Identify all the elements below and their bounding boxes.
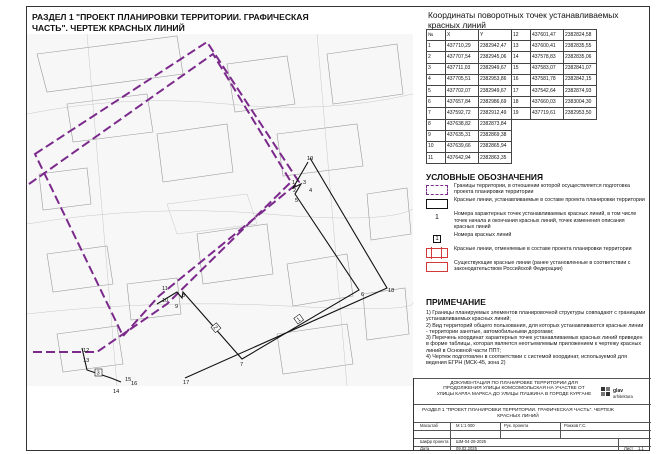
x-coordinate-cell: 437583,07	[531, 63, 564, 74]
x-coordinate-cell: 437710,29	[446, 41, 479, 52]
line-number-1: 1	[295, 316, 303, 324]
scale-value: М 1:1 000	[456, 423, 475, 428]
x-coordinate-cell: 437601,47	[531, 30, 564, 41]
x-coordinate-cell: 437711,03	[446, 63, 479, 74]
y-coordinate-cell: 2382865,94	[479, 141, 512, 152]
table-row	[427, 108, 512, 119]
point-number-cell: 16	[512, 74, 531, 85]
y-coordinate-cell: 2382873,84	[479, 119, 512, 130]
x-coordinate-cell: 437705,51	[446, 74, 479, 85]
y-coordinate-cell: 2382949,67	[479, 63, 512, 74]
legend-item-label: Красные линии, отменяемые в составе проекта планировки территории	[454, 246, 632, 253]
x-coordinate-cell: 437635,31	[446, 130, 479, 141]
header-y: Y	[479, 30, 512, 41]
point-label-6: 6	[361, 292, 365, 298]
point-label-7: 7	[240, 362, 244, 368]
table-row	[427, 141, 512, 152]
line-number-box-icon: 1	[433, 235, 441, 243]
point-number-cell: 12	[512, 30, 531, 41]
line-number-3: 3	[96, 370, 100, 377]
point-number-cell: 17	[512, 85, 531, 96]
point-number-cell: 8	[427, 119, 446, 130]
y-coordinate-cell: 2382824,58	[564, 30, 597, 41]
point-label-17: 17	[183, 380, 190, 386]
y-coordinate-cell: 2382835,06	[564, 52, 597, 63]
y-coordinate-cell: 2382842,15	[564, 74, 597, 85]
table-row	[427, 85, 512, 96]
point-number-cell: 1	[427, 41, 446, 52]
point-label-15: 15	[125, 377, 132, 383]
header-number: №	[427, 30, 446, 41]
dashed-purple-swatch-icon	[426, 185, 448, 195]
point-label-13: 13	[83, 358, 90, 364]
author-name: Рожков Г.С.	[564, 423, 587, 428]
note-item: 3) Перечень координат характерных точек устанавливаемых красных линий приведен в форме таблицы, которая является неотъемлемым приложением к чертежу красных линий в Основной части ППТ;	[426, 335, 643, 354]
x-coordinate-cell: 437638,82	[446, 119, 479, 130]
table-row	[427, 63, 512, 74]
notes	[426, 310, 646, 367]
table-row	[427, 97, 512, 108]
point-number-cell: 18	[512, 97, 531, 108]
point-number-cell: 2	[427, 52, 446, 63]
notes-title: ПРИМЕЧАНИЕ	[426, 297, 486, 307]
x-coordinate-cell: 437592,72	[446, 108, 479, 119]
table-row	[512, 52, 597, 63]
point-number-cell: 10	[427, 141, 446, 152]
legend-item-label: Номера красных линий	[454, 232, 512, 239]
point-number-cell: 11	[427, 153, 446, 164]
legend-item	[426, 197, 646, 209]
y-coordinate-cell: 2382869,38	[479, 130, 512, 141]
solid-black-line-swatch-icon	[426, 199, 448, 209]
page-title: РАЗДЕЛ 1 "ПРОЕКТ ПЛАНИРОВКИ ТЕРРИТОРИИ. ГРАФИЧЕСКАЯ ЧАСТЬ". ЧЕРТЕЖ КРАСНЫХ ЛИНИЙ	[32, 12, 309, 33]
y-coordinate-cell: 2382953,50	[564, 108, 597, 119]
point-label-1: 1	[292, 180, 296, 186]
point-label-14: 14	[113, 389, 120, 395]
x-coordinate-cell: 437600,41	[531, 41, 564, 52]
point-number-cell: 14	[512, 52, 531, 63]
legend-item-label: Номера характерных точек устанавливаемых красных линий, в том числе точек начала и окончания красных линий, точек изменения описания красных линий	[454, 211, 637, 230]
legend	[426, 183, 646, 274]
existing-red-line-swatch-icon	[426, 262, 448, 272]
point-label-19: 19	[307, 156, 314, 162]
point-label-8: 8	[182, 293, 186, 299]
site-plan-map	[27, 34, 413, 395]
legend-item	[426, 260, 646, 272]
point-number-swatch-icon: 1	[426, 213, 448, 223]
svg-text:arhitektura: arhitektura	[613, 394, 633, 399]
point-label-4: 4	[309, 188, 313, 194]
point-number-cell: 6	[427, 97, 446, 108]
table-header	[427, 30, 512, 41]
y-coordinate-cell: 2382949,67	[479, 85, 512, 96]
point-label-5: 5	[295, 198, 299, 204]
legend-item	[426, 211, 646, 230]
table-row	[427, 119, 512, 130]
y-coordinate-cell: 2382841,07	[564, 63, 597, 74]
x-coordinate-cell: 437702,07	[446, 85, 479, 96]
y-coordinate-cell: 2383004,30	[564, 97, 597, 108]
line-number-2: 2	[211, 324, 219, 332]
point-number-cell: 13	[512, 41, 531, 52]
point-number-cell: 19	[512, 108, 531, 119]
document-title: ДОКУМЕНТАЦИЯ ПО ПЛАНИРОВКЕ ТЕРРИТОРИИ ДЛЯ ПРОДОЛЖЕНИЯ УЛИЦЫ КОМСОМОЛЬСКАЯ НА УЧАСТКЕ ОТ УЛИЦЫ КАРЛА МАРКСА ДО УЛИЦЫ ПУШКИНА В ГОРОДЕ КУРГАНЕ	[436, 381, 592, 397]
y-coordinate-cell: 2382863,35	[479, 153, 512, 164]
sheet-title: РАЗДЕЛ 1 "ПРОЕКТ ПЛАНИРОВКИ ТЕРРИТОРИИ. ГРАФИЧЕСКАЯ ЧАСТЬ". ЧЕРТЕЖ КРАСНЫХ ЛИНИЙ	[422, 408, 614, 419]
point-label-18: 18	[388, 288, 395, 294]
table-row	[512, 30, 597, 41]
title-block	[413, 378, 651, 451]
table-row	[427, 52, 512, 63]
table-row	[427, 74, 512, 85]
point-label-16: 16	[131, 381, 138, 387]
x-coordinate-cell: 437719,61	[531, 108, 564, 119]
legend-item-label: Границы территории, в отношении которой осуществляется подготовка проекта планировки территории	[454, 183, 630, 196]
point-label-10: 10	[162, 298, 169, 304]
table-row	[512, 74, 597, 85]
coordinates-title: Координаты поворотных точек устанавливаемых красных линий	[428, 10, 619, 30]
site-plan-drawing	[27, 34, 413, 395]
svg-text:glav: glav	[613, 388, 624, 394]
point-number-cell: 9	[427, 130, 446, 141]
author-label: Рук. проекта	[504, 423, 529, 428]
y-coordinate-cell: 2382986,69	[479, 97, 512, 108]
x-coordinate-cell: 437542,64	[531, 85, 564, 96]
table-row	[512, 108, 597, 119]
coordinates-table-1	[426, 29, 512, 164]
sheet-value: 1.1	[638, 446, 644, 451]
table-row	[427, 153, 512, 164]
note-item: 4) Чертеж подготовлен в соответствии с системой координат, используемой для ведения ЕГРН (МСК-45, зона 2)	[426, 354, 627, 367]
point-number-cell: 15	[512, 63, 531, 74]
legend-item	[426, 183, 646, 195]
point-number-cell: 3	[427, 63, 446, 74]
legend-title: УСЛОВНЫЕ ОБОЗНАЧЕНИЯ	[426, 172, 543, 182]
line-number-swatch-icon	[426, 234, 448, 244]
table-row	[512, 41, 597, 52]
code-label: Шифр проекта	[420, 439, 449, 444]
company-logo	[600, 384, 648, 404]
table-row	[427, 130, 512, 141]
x-coordinate-cell: 437657,84	[446, 97, 479, 108]
coordinates-table-2	[511, 29, 597, 120]
table-row	[427, 41, 512, 52]
point-number-cell: 4	[427, 74, 446, 85]
y-coordinate-cell: 2382942,47	[479, 41, 512, 52]
x-coordinate-cell: 437639,66	[446, 141, 479, 152]
x-coordinate-cell: 437642,94	[446, 153, 479, 164]
point-label-9: 9	[175, 304, 179, 310]
note-item: 2) Вид территорий общего пользования, для которых устанавливаются красные линии - территории занятые, автомобильными дорогами;	[426, 322, 644, 335]
table-row	[512, 85, 597, 96]
point-label-3: 3	[303, 180, 307, 186]
x-coordinate-cell: 437581,78	[531, 74, 564, 85]
y-coordinate-cell: 2382912,49	[479, 108, 512, 119]
legend-item	[426, 246, 646, 258]
y-coordinate-cell: 2382953,86	[479, 74, 512, 85]
y-coordinate-cell: 2382945,06	[479, 52, 512, 63]
date-label: Дата	[420, 446, 430, 451]
legend-item-label: Красные линии, устанавливаемые в составе проекта планировки территории	[454, 197, 645, 204]
header-x: X	[446, 30, 479, 41]
point-label-2: 2	[293, 188, 297, 194]
table-row	[512, 63, 597, 74]
sheet-label: Лист	[624, 446, 634, 451]
point-label-11: 11	[162, 286, 168, 292]
x-coordinate-cell: 437578,83	[531, 52, 564, 63]
table-row	[512, 97, 597, 108]
cancelled-red-line-swatch-icon	[426, 248, 448, 258]
y-coordinate-cell: 2382835,55	[564, 41, 597, 52]
scale-label: Масштаб	[420, 423, 438, 428]
legend-item-label: Существующие красные линии (ранее установленные в соответствии с законодательством Российской Федерации)	[454, 260, 631, 273]
logo-icon	[600, 384, 648, 404]
point-label-12: 12	[83, 348, 90, 354]
x-coordinate-cell: 437707,54	[446, 52, 479, 63]
x-coordinate-cell: 437660,03	[531, 97, 564, 108]
point-number-cell: 5	[427, 85, 446, 96]
point-number-cell: 7	[427, 108, 446, 119]
y-coordinate-cell: 2382874,93	[564, 85, 597, 96]
legend-item	[426, 232, 646, 244]
note-item: 1) Границы планируемых элементов планировочной структуры совпадают с границами устанавливаемых красных линий;	[426, 310, 646, 323]
date-value: 09.02.2025	[456, 446, 477, 451]
code-value: ШМ-04-28-2025	[456, 439, 487, 444]
